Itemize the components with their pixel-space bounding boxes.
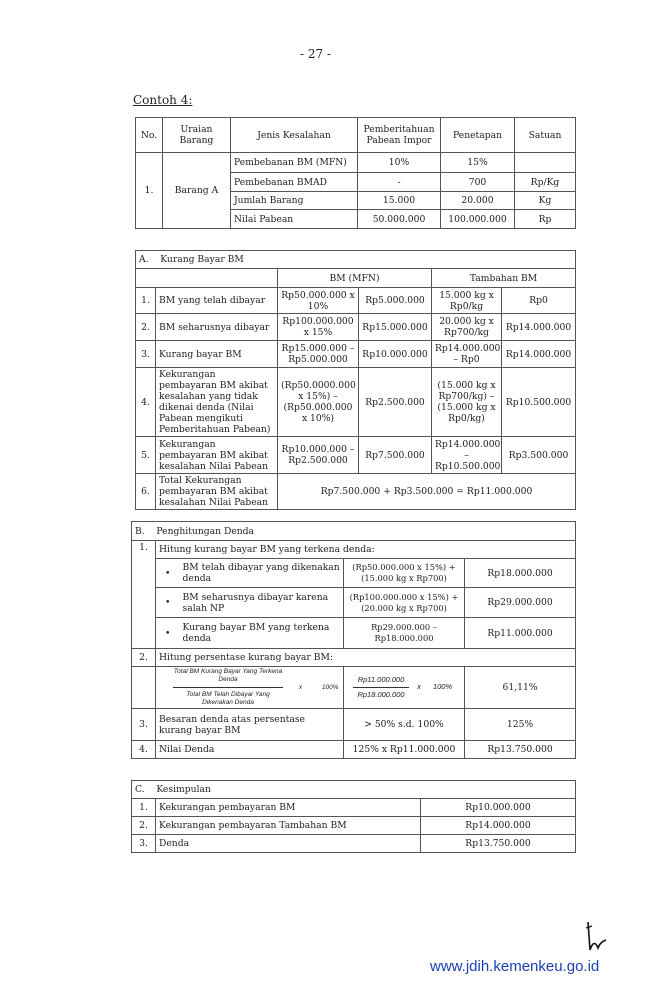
hundred-percent: 100% [432,682,453,692]
formula-values [344,667,465,709]
header-satuan: Satuan [515,118,576,153]
cell-value: Rp29.000.000 [465,588,576,618]
row-label: Kekurangan pembayaran BM akibat kesalahan Nilai Pabean [156,437,278,474]
cell-satuan [515,153,576,173]
row-no: 1. [132,799,156,817]
section-title: Kurang Bayar BM [160,254,244,265]
cell-formula: Rp10.000.000 – Rp2.500.000 [278,437,359,474]
table-row [132,799,576,817]
row-no: 1. [132,541,156,649]
signature-initial-icon [580,920,610,960]
table-row [132,709,576,741]
section-title-row [132,781,576,799]
row-label: BM yang telah dibayar [156,288,278,314]
row-label: Nilai Denda [156,741,344,759]
row-label: Kekurangan pembayaran BM [156,799,421,817]
row-no: 3. [132,709,156,741]
row-no: 4. [132,741,156,759]
step-row [132,541,576,559]
denda-table [131,521,576,759]
cell-satuan: Rp/Kg [515,173,576,192]
group-tambahan-bm: Tambahan BM [432,269,576,288]
example-heading: Contoh 4: [133,93,193,107]
bullet-row [132,588,576,618]
formula-denominator: Total BM Telah Dibayar Yang Dikenakan Denda [186,691,270,706]
cell-formula: Rp15.000.000 – Rp5.000.000 [278,341,359,368]
table-row [136,341,576,368]
cell-formula: 20.000 kg x Rp700/kg [432,314,502,341]
section-title: Kesimpulan [156,784,211,795]
table-row [136,368,576,437]
group-header-row [136,269,576,288]
item-name: Barang A [163,153,231,229]
row-no: 3. [136,341,156,368]
header-ppi: Pemberitahuan Pabean Impor [358,118,441,153]
page-number: - 27 - [300,47,332,61]
bullet-icon: • [156,588,180,618]
section-title-row [132,522,576,541]
step-label: Hitung persentase kurang bayar BM: [156,649,576,667]
times-sign: x [417,682,421,692]
row-no: 5. [136,437,156,474]
cell-jenis: Nilai Pabean [231,210,358,229]
section-title: Penghitungan Denda [156,525,255,537]
row-label: Kekurangan pembayaran BM akibat kesalahan yang tidak dikenai denda (Nilai Pabean mengikuti Pemberitahuan Pabean) [156,368,278,437]
group-bm-mfn: BM (MFN) [278,269,432,288]
cell-value: Rp18.000.000 [465,559,576,588]
section-letter: A. [139,254,149,265]
cell-value: Rp5.000.000 [359,288,432,314]
header-jenis: Jenis Kesalahan [231,118,358,153]
cell-penetapan: 15% [441,153,515,173]
table-row [132,835,576,853]
cell-formula: 15.000 kg x Rp0/kg [432,288,502,314]
cell-formula: Rp29.000.000 – Rp18.000.000 [344,618,465,649]
cell-jenis: Jumlah Barang [231,192,358,210]
row-no: 6. [136,474,156,510]
cell-formula: Rp50.000.000 x 10% [278,288,359,314]
cell-ppi: 15.000 [358,192,441,210]
footer-url[interactable]: www.jdih.kemenkeu.go.id [430,958,600,975]
row-label: Kurang bayar BM [156,341,278,368]
row-label: Denda [156,835,421,853]
bullet-label: Kurang bayar BM yang terkena denda [180,618,344,649]
step-row [132,649,576,667]
cell-jenis: Pembebanan BMAD [231,173,358,192]
row-label: Total Kekurangan pembayaran BM akibat kesalahan Nilai Pabean [156,474,278,510]
cell-value: Rp10.000.000 [359,341,432,368]
formula-numerator: Total BM Kurang Bayar Yang Terkena Denda [173,668,283,683]
cell-value: Rp13.750.000 [421,835,576,853]
row-no: 2. [132,649,156,667]
header-penetapan: Penetapan [441,118,515,153]
table-row [132,817,576,835]
row-no: 1. [136,153,163,229]
table-row [136,314,576,341]
cell-value: Rp14.000.000 [502,314,576,341]
cell-penetapan: 700 [441,173,515,192]
row-no: 2. [136,314,156,341]
cell-penetapan: 20.000 [441,192,515,210]
cell-formula: (Rp100.000.000 x 15%) + (20.000 kg x Rp700) [344,588,465,618]
cell-formula: Rp100.000.000 x 15% [278,314,359,341]
times-sign: x [298,684,303,692]
cell-value: Rp15.000.000 [359,314,432,341]
kurang-bayar-table [135,250,576,510]
numerator-value: Rp11.000.000 [357,675,405,684]
formula-definition [156,667,344,709]
cell-formula: Rp14.000.000 – Rp10.500.000 [432,437,502,474]
cell-ppi: - [358,173,441,192]
total-row [136,474,576,510]
bullet-icon: • [156,559,180,588]
header-no: No. [136,118,163,153]
bullet-label: BM telah dibayar yang dikenakan denda [180,559,344,588]
cell-formula: 125% x Rp11.000.000 [344,741,465,759]
cell-value: Rp7.500.000 [359,437,432,474]
table-row [136,437,576,474]
table-header-row [136,118,576,153]
cell-value: Rp0 [502,288,576,314]
cell-range: > 50% s.d. 100% [344,709,465,741]
bullet-icon: • [156,618,180,649]
row-label: BM seharusnya dibayar [156,314,278,341]
row-no: 1. [136,288,156,314]
section-letter: B. [135,525,145,537]
table-row [136,153,576,173]
row-label: Kekurangan pembayaran Tambahan BM [156,817,421,835]
cell-value: 125% [465,709,576,741]
row-label: Besaran denda atas persentase kurang bayar BM [156,709,344,741]
step-label: Hitung kurang bayar BM yang terkena denda: [156,541,576,559]
cell-value: Rp10.500.000 [502,368,576,437]
bullet-row [132,618,576,649]
header-uraian: Uraian Barang [163,118,231,153]
denominator-value: Rp18.000.000 [357,690,405,699]
cell-value: Rp13.750.000 [465,741,576,759]
cell-formula: (Rp50.0000.000 x 15%) – (Rp50.000.000 x 10%) [278,368,359,437]
bullet-label: BM seharusnya dibayar karena salah NP [180,588,344,618]
cell-jenis: Pembebanan BM (MFN) [231,153,358,173]
cell-ppi: 10% [358,153,441,173]
cell-formula: (15.000 kg x Rp700/kg) – (15.000 kg x Rp0/kg) [432,368,502,437]
cell-ppi: 50.000.000 [358,210,441,229]
section-letter: C. [135,784,145,795]
cell-penetapan: 100.000.000 [441,210,515,229]
formula-row [132,667,576,709]
percentage-result: 61,11% [465,667,576,709]
table-row [136,288,576,314]
cell-value: Rp14.000.000 [421,817,576,835]
cell-satuan: Kg [515,192,576,210]
cell-value: Rp14.000.000 [502,341,576,368]
cell-value: Rp3.500.000 [502,437,576,474]
cell-value: Rp10.000.000 [421,799,576,817]
cell-formula: Rp14.000.000 – Rp0 [432,341,502,368]
row-no: 3. [132,835,156,853]
row-no: 2. [132,817,156,835]
section-title-row [136,251,576,269]
total-value: Rp7.500.000 + Rp3.500.000 = Rp11.000.000 [278,474,576,510]
cell-value: Rp2.500.000 [359,368,432,437]
cell-value: Rp11.000.000 [465,618,576,649]
bullet-row [132,559,576,588]
table-row [132,741,576,759]
kesimpulan-table [131,780,576,853]
goods-table [135,117,576,229]
cell-satuan: Rp [515,210,576,229]
cell-formula: (Rp50.000.000 x 15%) + (15.000 kg x Rp700) [344,559,465,588]
row-no: 4. [136,368,156,437]
hundred-percent: 100% [321,684,339,692]
